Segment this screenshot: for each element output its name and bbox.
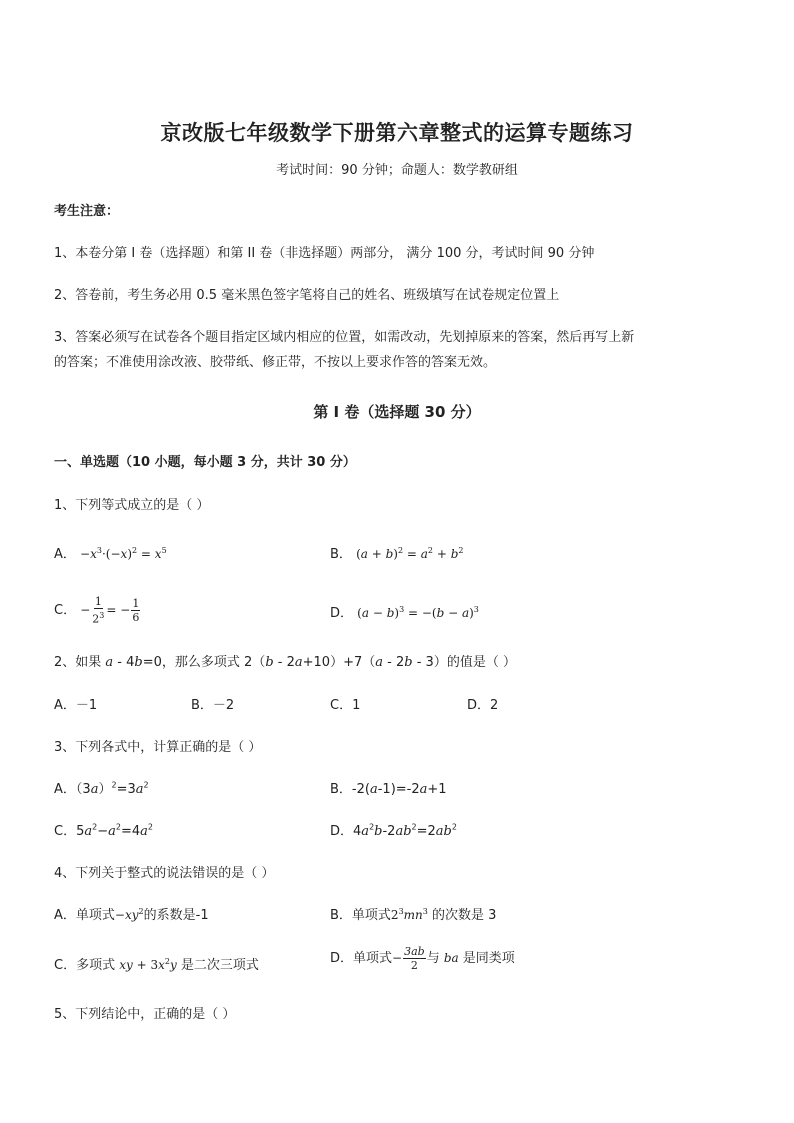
question-3-stem: 3、下列各式中，计算正确的是（ ）	[54, 740, 262, 755]
question-4-option-a: A．单项式$-xy^2$的系数是-1	[54, 907, 209, 923]
question-3-option-b: B．-2(a-1)=-2a+1	[330, 782, 447, 797]
question-3-option-a: A．$(3a)^2=3a^2$	[54, 780, 149, 797]
question-1-option-b: B． $(a + b)^2 = a^2 + b^2$	[330, 546, 464, 562]
notice-item-1: 1、本卷分第 I 卷（选择题）和第 II 卷（非选择题）两部分， 满分 100 分，考试时间 90 分钟	[54, 246, 595, 261]
option-label: B．	[330, 782, 352, 797]
exam-title: 京改版七年级数学下册第六章整式的运算专题练习	[160, 120, 634, 145]
notice-item-3: 3、答案必须写在试卷各个题目指定区域内相应的位置，如需改动，先划掉原来的答案，然后再写上新	[54, 330, 635, 345]
question-2-option-b: B．－2	[191, 698, 235, 713]
section-title: 第 I 卷（选择题 30 分）	[313, 403, 481, 421]
question-1-option-a: A． $-x^3\cdot(-x)^2 = x^5$	[54, 546, 167, 562]
question-2-stem: 2、如果 a - 4b=0，那么多项式 2（b - 2a+10）+7（a - 2b - 3）的值是（ ）	[54, 655, 516, 670]
notice-item-3-cont: 的答案；不准使用涂改液、胶带纸、修正带，不按以上要求作答的答案无效。	[54, 355, 497, 370]
option-label: D．	[330, 606, 354, 621]
question-2-option-d: D．2	[467, 698, 499, 713]
question-4-stem: 4、下列关于整式的说法错误的是（ ）	[54, 866, 275, 881]
option-label: A．	[54, 547, 76, 562]
notice-heading: 考生注意：	[54, 204, 120, 219]
option-label: B．	[330, 547, 352, 562]
question-3-option-d: D．$4a^2b-2ab^2=2ab^2$	[330, 822, 457, 839]
question-3-option-c: C．$5a^2-a^2=4a^2$	[54, 822, 154, 839]
option-label: A．	[54, 782, 76, 797]
question-2-option-c: C．1	[330, 698, 361, 713]
part-heading: 一、单选题（10 小题，每小题 3 分，共计 30 分）	[54, 455, 356, 470]
question-2-option-a: A．－1	[54, 698, 98, 713]
question-4-option-c: C．多项式 xy + $3x^2y$ 是二次三项式	[54, 957, 259, 973]
option-label: C．	[54, 824, 77, 839]
question-1-stem: 1、下列等式成立的是（ ）	[54, 498, 210, 513]
option-label: C．	[54, 602, 77, 618]
question-5-stem: 5、下列结论中，正确的是（ ）	[54, 1007, 236, 1022]
option-label: D．	[330, 824, 354, 839]
question-1-option-c: C． − $\frac{1}{2^3}$ = − $\frac{1}{6}$	[54, 595, 140, 626]
question-4-option-d: D．单项式− $\frac{3ab}{2}$ 与 ba 是同类项	[330, 945, 515, 972]
exam-subtitle: 考试时间：90 分钟；命题人：数学教研组	[276, 163, 518, 178]
question-1-option-d: D． $(a - b)^3 = -(b - a)^3$	[330, 605, 479, 621]
notice-item-2: 2、答卷前，考生务必用 0.5 毫米黑色签字笔将自己的姓名、班级填写在试卷规定位置上	[54, 288, 560, 303]
question-4-option-b: B．单项式$2^3mn^3$ 的次数是 3	[330, 907, 497, 923]
